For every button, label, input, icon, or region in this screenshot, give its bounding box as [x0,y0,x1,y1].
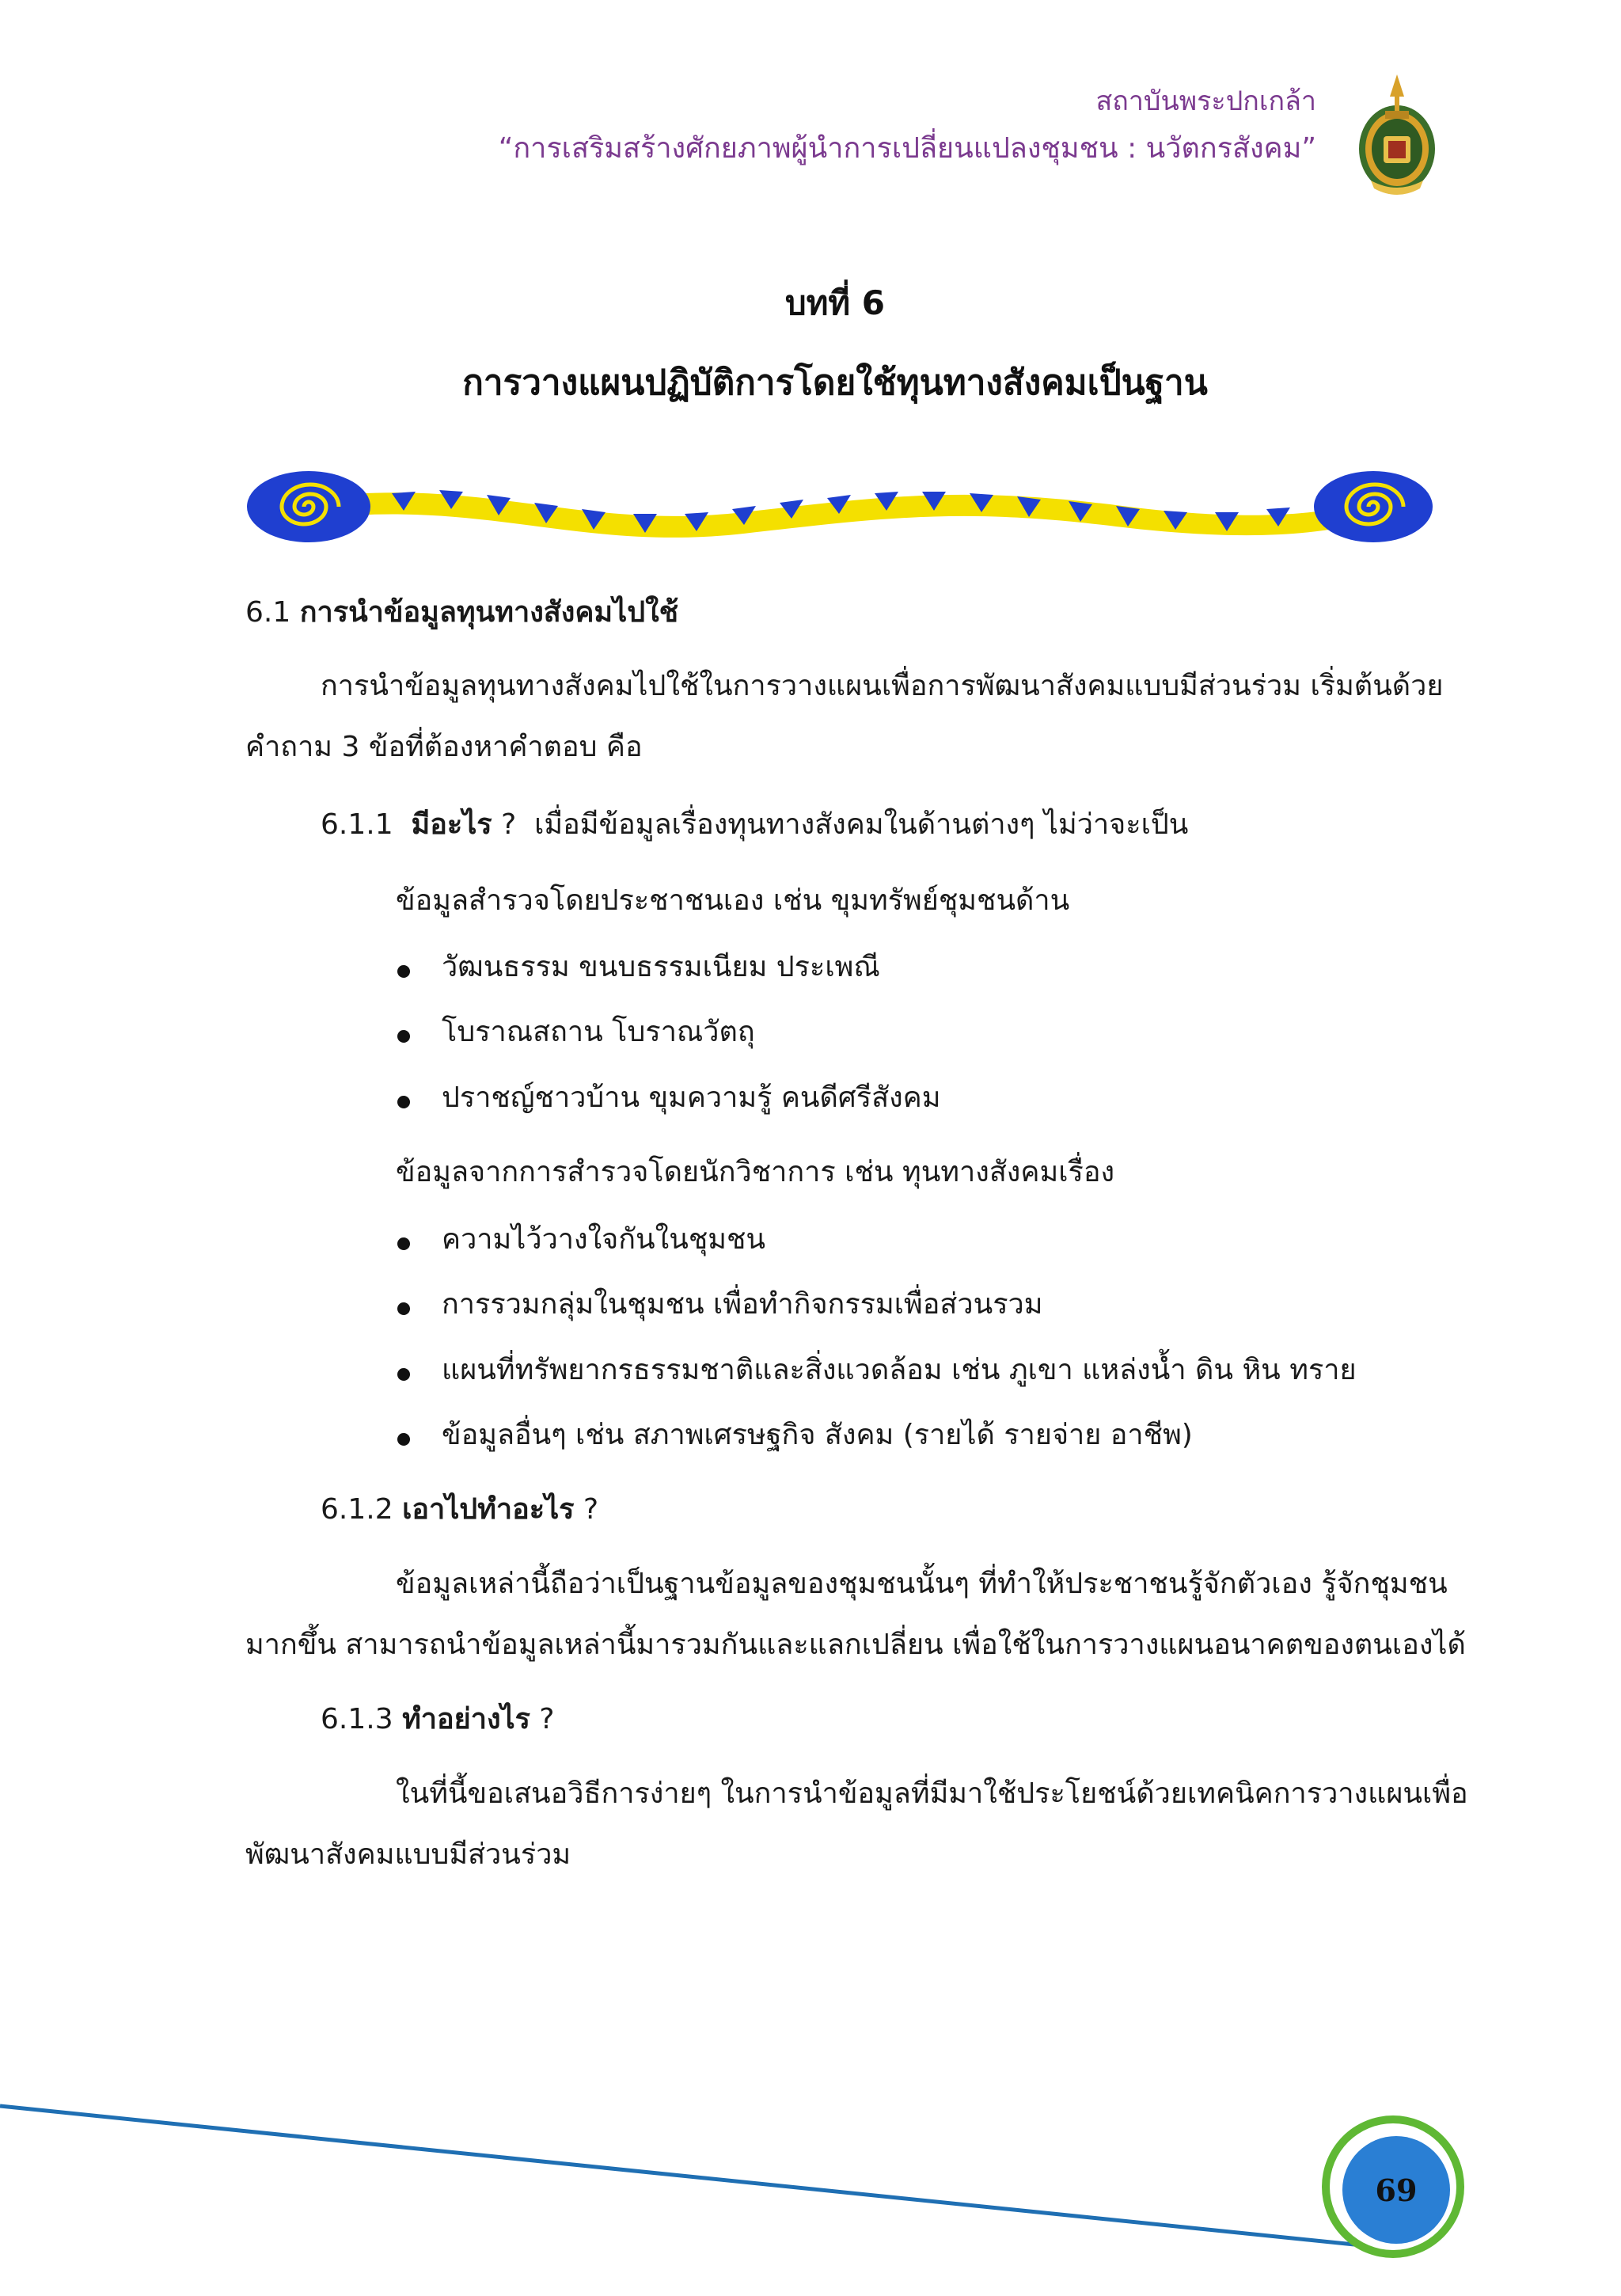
group-1-item: ปราชญ์ชาวบ้าน ขุมความรู้ คนดีศรีสังคม [442,1081,941,1114]
institute-seal-icon [1353,70,1441,196]
bullet-icon [397,1030,410,1043]
question-3-line-1: ในที่นี้ขอเสนอวิธีการง่ายๆ ในการนำข้อมูลที่มีมาใช้ประโยชน์ด้วยเทคนิคการวางแผนเพื่อ [396,1777,1468,1810]
question-1 [321,806,1188,844]
question-1-mark: ? [501,808,517,841]
header-institute: สถาบันพระปกเกล้า [1095,86,1316,117]
chapter-number: บทที่ 6 [785,283,885,322]
bullet-icon [397,1433,410,1446]
bullet-icon [397,1237,410,1250]
decorative-wave-divider [245,462,1433,549]
question-2-line-2: มากขึ้น สามารถนำข้อมูลเหล่านี้มารวมกันและแลกเปลี่ยน เพื่อใช้ในการวางแผนอนาคตของตนเองได้ [245,1629,1466,1661]
section-heading-text: การนำข้อมูลทุนทางสังคมไปใช้ [299,596,679,629]
question-3-number: 6.1.3 [321,1703,393,1735]
question-2-label: เอาไปทำอะไร [402,1493,575,1526]
question-1-label: มีอะไร [411,808,492,841]
page-number: 69 [1375,2172,1418,2208]
group-1-item: โบราณสถาน โบราณวัตถุ [442,1016,755,1048]
group-2-item: แผนที่ทรัพยากรธรรมชาติและสิ่งแวดล้อม เช่น ภูเขา แหล่งน้ำ ดิน หิน ทราย [442,1354,1357,1386]
group-2-item: การรวมกลุ่มในชุมชน เพื่อทำกิจกรรมเพื่อส่วนรวม [442,1288,1043,1321]
group-1-intro: ข้อมูลสำรวจโดยประชาชนเอง เช่น ขุมทรัพย์ชุมชนด้าน [396,884,1070,917]
question-1-text: เมื่อมีข้อมูลเรื่องทุนทางสังคมในด้านต่างๆ ไม่ว่าจะเป็น [534,808,1189,841]
section-heading [245,594,678,632]
bullet-icon [397,965,410,978]
header-subtitle: “การเสริมสร้างศักยภาพผู้นำการเปลี่ยนแปลงชุมชน : นวัตกรสังคม” [498,132,1316,165]
question-2 [321,1491,598,1529]
bullet-icon [397,1368,410,1381]
group-2-intro: ข้อมูลจากการสำรวจโดยนักวิชาการ เช่น ทุนทางสังคมเรื่อง [396,1156,1115,1188]
section-heading-number: 6.1 [245,596,291,629]
page-number-badge [1342,2136,1450,2244]
question-3-line-2: พัฒนาสังคมแบบมีส่วนร่วม [245,1838,571,1871]
chapter-title: การวางแผนปฏิบัติการโดยใช้ทุนทางสังคมเป็นฐาน [462,363,1208,403]
intro-line-1: การนำข้อมูลทุนทางสังคมไปใช้ในการวางแผนเพื่อการพัฒนาสังคมแบบมีส่วนร่วม เริ่มต้นด้วย [321,670,1444,702]
question-2-number: 6.1.2 [321,1493,393,1526]
question-3-label: ทำอย่างไร [402,1703,530,1735]
bullet-icon [397,1096,410,1108]
question-1-number: 6.1.1 [321,808,393,841]
group-1-item: วัฒนธรรม ขนบธรรมเนียม ประเพณี [442,951,880,983]
question-3 [321,1701,555,1739]
question-3-mark: ? [539,1703,555,1735]
question-2-line-1: ข้อมูลเหล่านี้ถือว่าเป็นฐานข้อมูลของชุมชนนั้นๆ ที่ทำให้ประชาชนรู้จักตัวเอง รู้จักชุมชน [396,1568,1448,1600]
intro-line-2: คำถาม 3 ข้อที่ต้องหาคำตอบ คือ [245,731,643,763]
group-2-item: ข้อมูลอื่นๆ เช่น สภาพเศรษฐกิจ สังคม (รายได้ รายจ่าย อาชีพ) [442,1419,1193,1451]
question-2-mark: ? [583,1493,599,1526]
group-2-item: ความไว้วางใจกันในชุมชน [442,1223,766,1256]
bullet-icon [397,1302,410,1315]
